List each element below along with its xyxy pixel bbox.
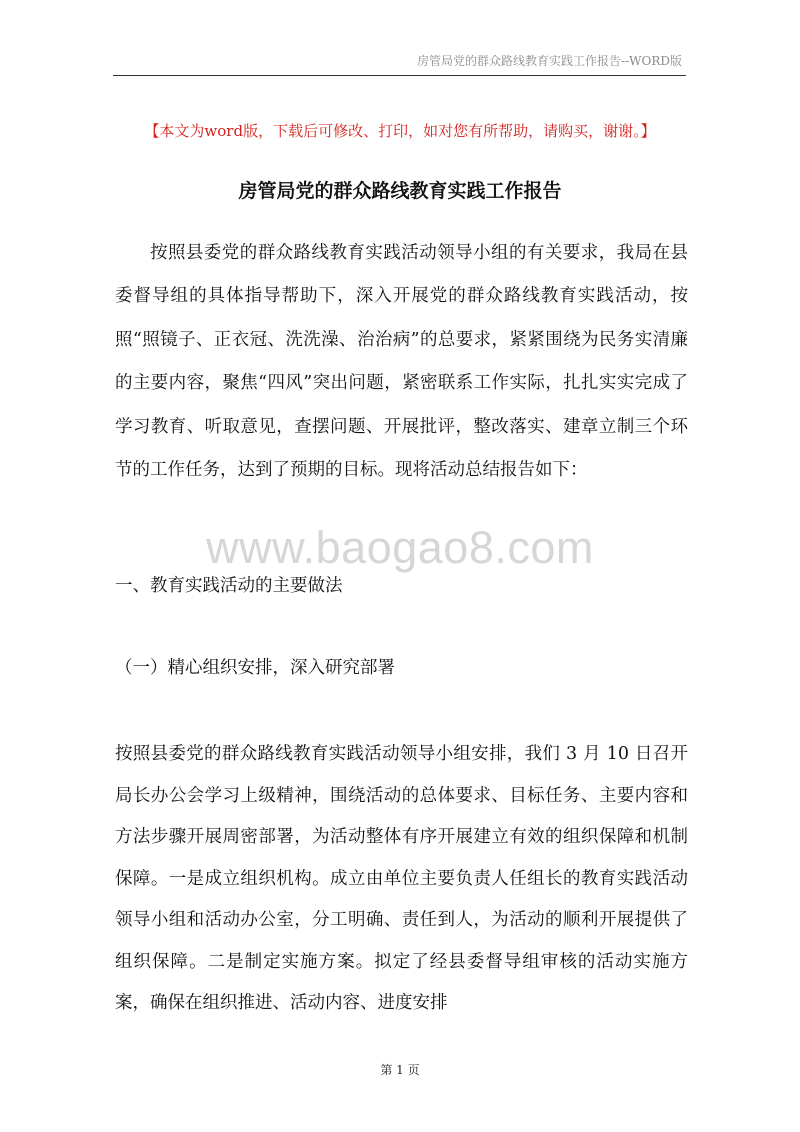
running-header: 房管局党的群众路线教育实践工作报告--WORD版 [417, 54, 682, 68]
page-number: 第 1 页 [380, 1063, 420, 1077]
subsection-heading: （一）精心组织安排，深入研究部署 [115, 658, 395, 678]
header-divider [113, 75, 686, 76]
document-title: 房管局党的群众路线教育实践工作报告 [238, 180, 562, 202]
body-paragraph: 按照县委党的群众路线教育实践活动领导小组安排，我们 3 月 10 日召开局长办公会学习上级精神，围绕活动的总体要求、目标任务、主要内容和方法步骤开展周密部署，为活动整体有序开展建立有效的组织保障和机制保障。一是成立组织机构。成立由单位主要负责人任组长的教育实践活动领导小组和活动办公室，分工明确、责任到人，为活动的顺利开展提供了组织保障。二是制定实施方案。拟定了经县委督导组审核的活动实施方案，确保在组织推进、活动内容、进度安排 [115, 744, 688, 1013]
section-heading: 一、教育实践活动的主要做法 [115, 576, 343, 596]
intro-paragraph: 按照县委党的群众路线教育实践活动领导小组的有关要求，我局在县委督导组的具体指导帮助下，深入开展党的群众路线教育实践活动，按照“照镜子、正衣冠、洗洗澡、治治病”的总要求，紧紧围绕为民务实清廉的主要内容，聚焦“四风”突出问题，紧密联系工作实际，扎扎实实完成了学习教育、听取意见，查摆问题、开展批评，整改落实、建章立制三个环节的工作任务，达到了预期的目标。现将活动总结报告如下： [115, 243, 688, 481]
purchase-notice: 【本文为word版，下载后可修改、打印，如对您有所帮助，请购买，谢谢。】 [144, 122, 656, 140]
watermark: www.baogao8.com [206, 522, 594, 573]
